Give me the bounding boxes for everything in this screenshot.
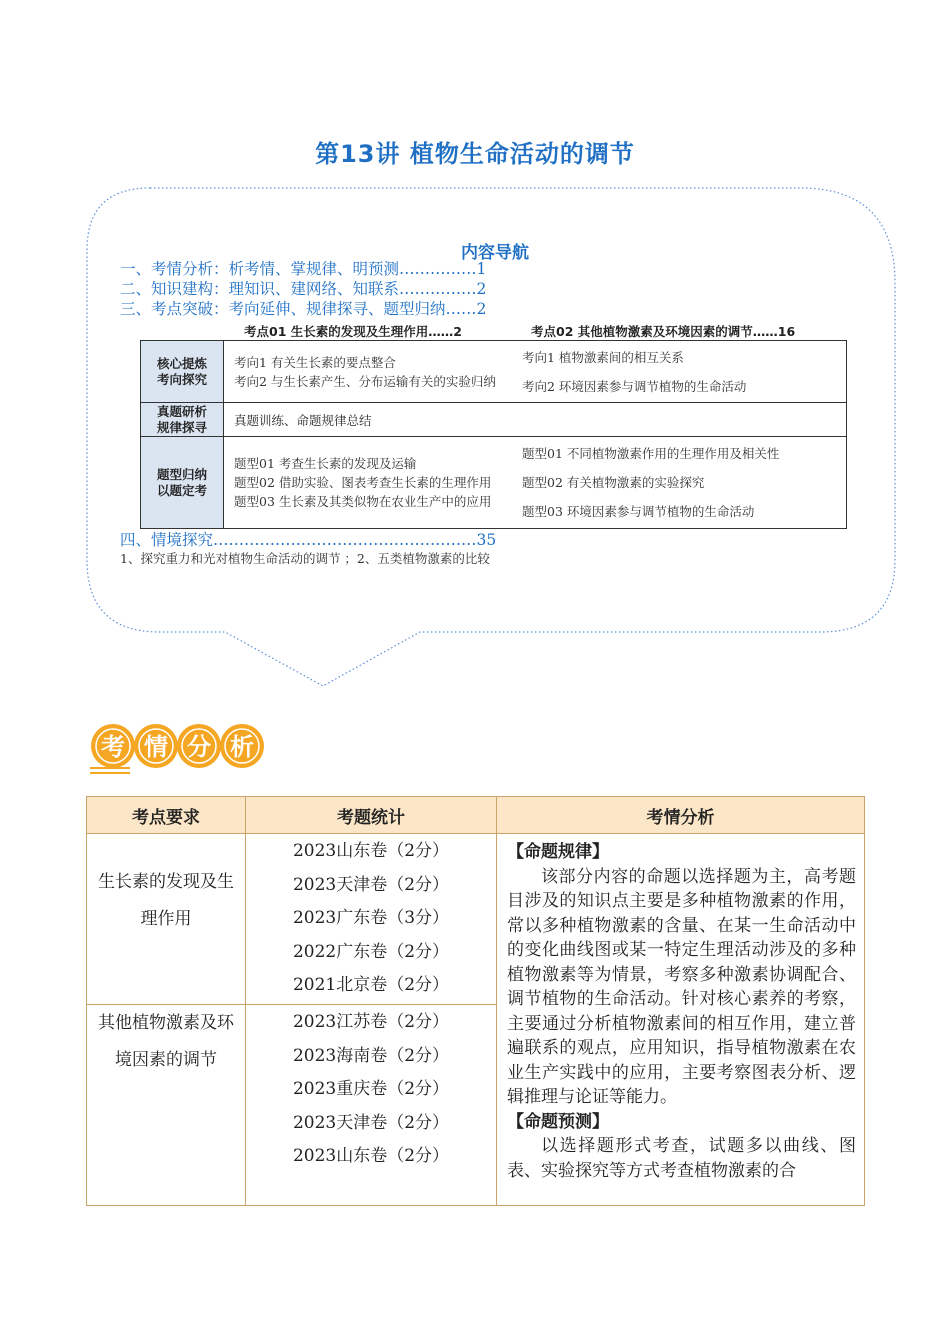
type-right-cell (512, 437, 847, 529)
law-text: 该部分内容的命题以选择题为主，高考题目涉及的知识点主要是多种植物激素的作用，常以多种植物激素的含量、在某一生命活动中的变化曲线图或某一特定生理活动涉及的多种植物激素等为情景，考察多种激素协调配合、调节植物的生命活动。针对核心素养的考察，主要通过分析植物激素间的相互作用，建立普遍联系的观点，应用知识，指导植物激素在农业生产实践中的应用，主要考察图表分析、逻辑推理与论证等能力。 (507, 866, 856, 1107)
type-left-cell (224, 437, 513, 529)
stats-group-1 (246, 834, 497, 1005)
type-right-2[interactable]: 题型02 有关植物激素的实验探究 (522, 475, 705, 490)
type-right-1[interactable]: 题型01 不同植物激素作用的生理作用及相关性 (522, 446, 780, 461)
real-text[interactable]: 真题训练、命题规律总结 (224, 403, 847, 437)
core-left-2[interactable]: 考向2 与生长素产生、分布运输有关的实验归纳 (234, 373, 496, 389)
stat-item: 2023天津卷（2分） (292, 874, 450, 895)
core-left-1[interactable]: 考向1 有关生长素的要点整合 (234, 354, 396, 370)
prediction-text: 以选择题形式考查，试题多以曲线、图表、实验探究等方式考查植物激素的合 (507, 1136, 856, 1181)
badge-char-3: 分 (187, 733, 211, 761)
kp01-heading[interactable]: 考点01 生长素的发现及生理作用……2 (244, 324, 462, 339)
badge-char-1: 考 (101, 733, 125, 761)
type-left-3[interactable]: 题型03 生长素及其类似物在农业生产中的应用 (234, 494, 492, 509)
header-analysis: 考情分析 (497, 797, 865, 834)
stat-item: 2023江苏卷（2分） (292, 1011, 450, 1032)
toc-item-1[interactable]: 一、考情分析：析考情、掌规律、明预测……………1 (120, 260, 487, 278)
real-label: 真题研析 规律探寻 (141, 403, 224, 437)
stat-item: 2021北京卷（2分） (292, 975, 450, 996)
header-requirement: 考点要求 (87, 797, 246, 834)
toc-item-2[interactable]: 二、知识建构：理知识、建网络、知联系……………2 (120, 280, 487, 298)
badge-char-4: 析 (230, 733, 254, 761)
analysis-cell (497, 834, 865, 1206)
toc-item-4-sub: 1、探究重力和光对植物生命活动的调节 ；2、五类植物激素的比较 (120, 551, 490, 566)
content-nav-heading: 内容导航 (461, 243, 529, 263)
toc-item-4[interactable]: 四、情境探究……………………………………………35 (120, 531, 497, 549)
section-badge-kaoqing (86, 720, 276, 780)
toc-item-3[interactable]: 三、考点突破：考向延伸、规律探寻、题型归纳……2 (120, 300, 487, 318)
prediction-title: 【命题预测】 (507, 1111, 609, 1132)
core-left-cell (224, 341, 513, 403)
kp02-heading[interactable]: 考点02 其他植物激素及环境因素的调节……16 (531, 324, 796, 339)
page-title: 第13讲 植物生命活动的调节 (315, 140, 635, 168)
stat-item: 2023山东卷（2分） (292, 1146, 450, 1167)
stat-item: 2022广东卷（2分） (292, 941, 450, 962)
header-statistics: 考题统计 (246, 797, 497, 834)
nav-table (140, 340, 847, 529)
analysis-table (86, 796, 865, 1206)
type-left-1[interactable]: 题型01 考查生长素的发现及运输 (234, 456, 417, 471)
stats-group-2 (246, 1004, 497, 1205)
law-title: 【命题规律】 (507, 842, 609, 862)
stat-item: 2023广东卷（3分） (292, 908, 450, 929)
core-right-cell (512, 341, 847, 403)
type-left-2[interactable]: 题型02 借助实验、图表考查生长素的生理作用 (234, 475, 492, 490)
stat-item: 2023山东卷（2分） (292, 841, 450, 861)
type-right-3[interactable]: 题型03 环境因素参与调节植物的生命活动 (522, 504, 755, 519)
core-right-2[interactable]: 考向2 环境因素参与调节植物的生命活动 (522, 378, 747, 394)
stat-item: 2023天津卷（2分） (292, 1112, 450, 1133)
badge-char-2: 情 (144, 733, 168, 761)
requirement-2: 其他植物激素及环境因素的调节 (87, 1004, 246, 1205)
core-label: 核心提炼 考向探究 (141, 341, 224, 403)
type-label: 题型归纳 以题定考 (141, 437, 224, 529)
core-right-1[interactable]: 考向1 植物激素间的相互关系 (522, 349, 684, 365)
stat-item: 2023重庆卷（2分） (292, 1079, 450, 1100)
requirement-1: 生长素的发现及生理作用 (87, 834, 246, 1005)
stat-item: 2023海南卷（2分） (292, 1045, 450, 1066)
